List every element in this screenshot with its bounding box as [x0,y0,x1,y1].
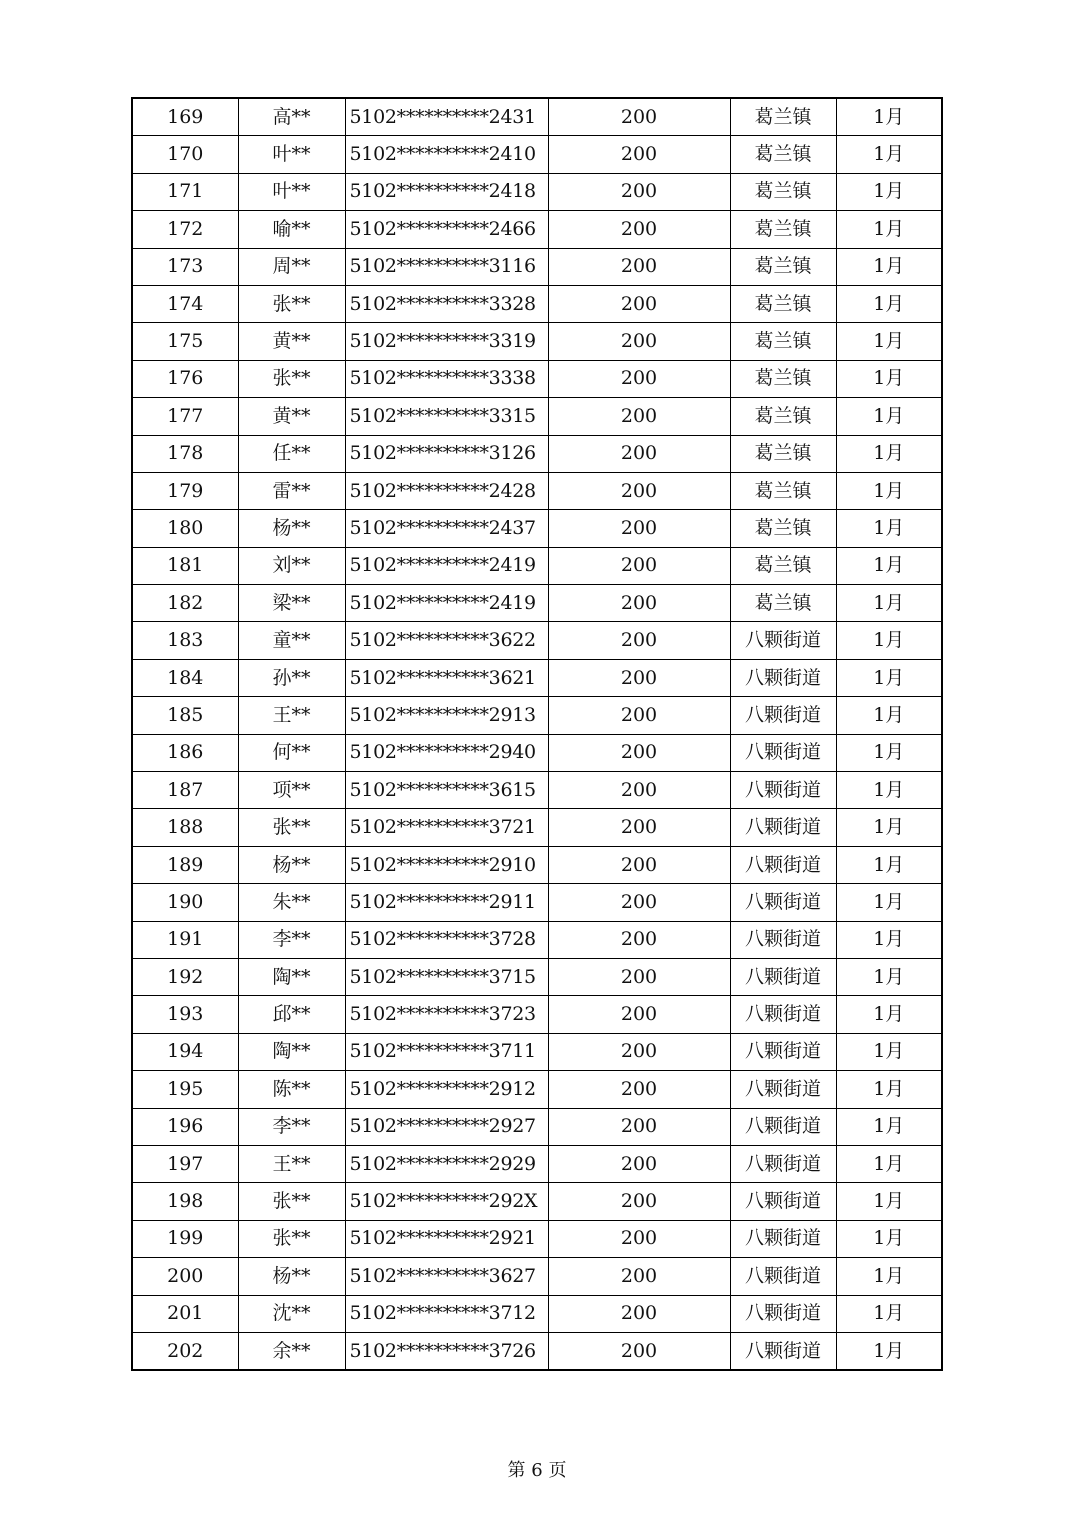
cell-id-number: 5102**********3627 [345,1258,548,1295]
cell-serial-number: 179 [132,472,238,509]
cell-amount: 200 [548,1295,730,1332]
cell-amount: 200 [548,1332,730,1370]
table-row [132,1183,942,1220]
cell-id-number: 5102**********3723 [345,996,548,1033]
cell-month: 1月 [836,173,942,210]
cell-id-number: 5102**********2940 [345,734,548,771]
cell-amount: 200 [548,248,730,285]
cell-town: 八颗街道 [730,1183,836,1220]
cell-serial-number: 195 [132,1071,238,1108]
cell-month: 1月 [836,996,942,1033]
table-row [132,1295,942,1332]
cell-person-name: 张** [238,285,345,322]
cell-serial-number: 183 [132,622,238,659]
cell-person-name: 周** [238,248,345,285]
table-row [132,211,942,248]
cell-id-number: 5102**********2466 [345,211,548,248]
cell-town: 葛兰镇 [730,398,836,435]
cell-month: 1月 [836,1295,942,1332]
cell-id-number: 5102**********2911 [345,884,548,921]
cell-serial-number: 196 [132,1108,238,1145]
table-row [132,958,942,995]
cell-month: 1月 [836,846,942,883]
cell-town: 八颗街道 [730,846,836,883]
cell-amount: 200 [548,697,730,734]
cell-month: 1月 [836,435,942,472]
table-row [132,585,942,622]
cell-person-name: 孙** [238,659,345,696]
cell-serial-number: 180 [132,510,238,547]
cell-town: 葛兰镇 [730,435,836,472]
cell-amount: 200 [548,846,730,883]
cell-person-name: 李** [238,1108,345,1145]
table-row [132,323,942,360]
cell-id-number: 5102**********3622 [345,622,548,659]
cell-town: 葛兰镇 [730,585,836,622]
cell-person-name: 项** [238,772,345,809]
cell-amount: 200 [548,435,730,472]
table-row [132,921,942,958]
cell-serial-number: 174 [132,285,238,322]
table-row [132,1033,942,1070]
cell-serial-number: 177 [132,398,238,435]
table-row [132,772,942,809]
cell-amount: 200 [548,884,730,921]
cell-amount: 200 [548,585,730,622]
cell-month: 1月 [836,510,942,547]
cell-amount: 200 [548,1258,730,1295]
cell-town: 八颗街道 [730,772,836,809]
table-row [132,136,942,173]
cell-person-name: 王** [238,1145,345,1182]
cell-serial-number: 202 [132,1332,238,1370]
cell-person-name: 童** [238,622,345,659]
cell-month: 1月 [836,1220,942,1257]
cell-person-name: 杨** [238,1258,345,1295]
cell-amount: 200 [548,547,730,584]
cell-id-number: 5102**********3116 [345,248,548,285]
cell-amount: 200 [548,772,730,809]
cell-person-name: 杨** [238,846,345,883]
table-row [132,435,942,472]
cell-amount: 200 [548,1220,730,1257]
cell-month: 1月 [836,734,942,771]
cell-serial-number: 182 [132,585,238,622]
cell-serial-number: 181 [132,547,238,584]
cell-town: 葛兰镇 [730,285,836,322]
cell-serial-number: 170 [132,136,238,173]
cell-serial-number: 178 [132,435,238,472]
cell-town: 葛兰镇 [730,360,836,397]
cell-amount: 200 [548,1183,730,1220]
cell-town: 八颗街道 [730,1220,836,1257]
cell-id-number: 5102**********2419 [345,585,548,622]
cell-town: 八颗街道 [730,697,836,734]
cell-town: 八颗街道 [730,734,836,771]
cell-month: 1月 [836,921,942,958]
cell-person-name: 何** [238,734,345,771]
cell-month: 1月 [836,697,942,734]
table-row [132,734,942,771]
cell-month: 1月 [836,809,942,846]
cell-month: 1月 [836,248,942,285]
cell-id-number: 5102**********3726 [345,1332,548,1370]
cell-month: 1月 [836,1183,942,1220]
cell-id-number: 5102**********2913 [345,697,548,734]
cell-id-number: 5102**********3715 [345,958,548,995]
cell-id-number: 5102**********2921 [345,1220,548,1257]
cell-serial-number: 169 [132,98,238,136]
cell-id-number: 5102**********2431 [345,98,548,136]
cell-town: 八颗街道 [730,659,836,696]
cell-town: 八颗街道 [730,1295,836,1332]
cell-id-number: 5102**********3712 [345,1295,548,1332]
cell-person-name: 高** [238,98,345,136]
cell-town: 八颗街道 [730,1033,836,1070]
cell-month: 1月 [836,547,942,584]
cell-person-name: 喻** [238,211,345,248]
cell-id-number: 5102**********3728 [345,921,548,958]
cell-amount: 200 [548,996,730,1033]
roster-body [132,98,942,1370]
cell-month: 1月 [836,622,942,659]
cell-serial-number: 184 [132,659,238,696]
cell-month: 1月 [836,958,942,995]
cell-month: 1月 [836,1033,942,1070]
cell-person-name: 黄** [238,323,345,360]
cell-person-name: 张** [238,809,345,846]
cell-town: 八颗街道 [730,996,836,1033]
cell-id-number: 5102**********2929 [345,1145,548,1182]
cell-person-name: 梁** [238,585,345,622]
cell-serial-number: 192 [132,958,238,995]
cell-id-number: 5102**********3721 [345,809,548,846]
cell-month: 1月 [836,1071,942,1108]
cell-town: 葛兰镇 [730,136,836,173]
cell-person-name: 杨** [238,510,345,547]
cell-serial-number: 199 [132,1220,238,1257]
table-row [132,809,942,846]
cell-id-number: 5102**********3711 [345,1033,548,1070]
cell-id-number: 5102**********2910 [345,846,548,883]
cell-person-name: 邱** [238,996,345,1033]
table-row [132,884,942,921]
cell-amount: 200 [548,173,730,210]
cell-person-name: 任** [238,435,345,472]
cell-amount: 200 [548,1071,730,1108]
table-row [132,1071,942,1108]
table-row [132,996,942,1033]
cell-month: 1月 [836,585,942,622]
cell-month: 1月 [836,398,942,435]
cell-id-number: 5102**********2437 [345,510,548,547]
cell-person-name: 叶** [238,136,345,173]
cell-person-name: 陶** [238,958,345,995]
subsidy-roster-table [131,97,943,1371]
cell-id-number: 5102**********3621 [345,659,548,696]
cell-town: 葛兰镇 [730,323,836,360]
table-row [132,659,942,696]
cell-town: 八颗街道 [730,958,836,995]
table-row [132,547,942,584]
cell-id-number: 5102**********3338 [345,360,548,397]
cell-serial-number: 173 [132,248,238,285]
table-row [132,1108,942,1145]
cell-id-number: 5102**********2912 [345,1071,548,1108]
cell-month: 1月 [836,98,942,136]
cell-amount: 200 [548,659,730,696]
cell-amount: 200 [548,472,730,509]
cell-serial-number: 194 [132,1033,238,1070]
cell-serial-number: 189 [132,846,238,883]
cell-month: 1月 [836,323,942,360]
cell-month: 1月 [836,1108,942,1145]
table-row [132,285,942,322]
cell-id-number: 5102**********3328 [345,285,548,322]
cell-person-name: 余** [238,1332,345,1370]
cell-person-name: 张** [238,1183,345,1220]
cell-serial-number: 190 [132,884,238,921]
cell-amount: 200 [548,98,730,136]
cell-town: 八颗街道 [730,1145,836,1182]
cell-person-name: 张** [238,1220,345,1257]
cell-id-number: 5102**********292X [345,1183,548,1220]
cell-amount: 200 [548,958,730,995]
table-row [132,697,942,734]
cell-amount: 200 [548,809,730,846]
cell-id-number: 5102**********2428 [345,472,548,509]
cell-id-number: 5102**********2418 [345,173,548,210]
table-row [132,248,942,285]
cell-month: 1月 [836,211,942,248]
cell-serial-number: 200 [132,1258,238,1295]
cell-id-number: 5102**********2419 [345,547,548,584]
cell-town: 葛兰镇 [730,248,836,285]
cell-town: 葛兰镇 [730,472,836,509]
cell-serial-number: 172 [132,211,238,248]
cell-id-number: 5102**********3126 [345,435,548,472]
table-row [132,398,942,435]
table-row [132,472,942,509]
cell-amount: 200 [548,136,730,173]
cell-id-number: 5102**********3615 [345,772,548,809]
cell-serial-number: 185 [132,697,238,734]
cell-month: 1月 [836,1332,942,1370]
cell-month: 1月 [836,1258,942,1295]
cell-month: 1月 [836,360,942,397]
table-row [132,510,942,547]
table-row [132,173,942,210]
cell-town: 八颗街道 [730,809,836,846]
table-row [132,360,942,397]
cell-serial-number: 188 [132,809,238,846]
cell-id-number: 5102**********3315 [345,398,548,435]
table-row [132,846,942,883]
cell-amount: 200 [548,211,730,248]
cell-person-name: 陶** [238,1033,345,1070]
cell-town: 葛兰镇 [730,211,836,248]
cell-person-name: 刘** [238,547,345,584]
cell-town: 葛兰镇 [730,98,836,136]
cell-id-number: 5102**********2927 [345,1108,548,1145]
cell-serial-number: 191 [132,921,238,958]
cell-month: 1月 [836,884,942,921]
cell-serial-number: 193 [132,996,238,1033]
cell-person-name: 张** [238,360,345,397]
cell-person-name: 黄** [238,398,345,435]
cell-amount: 200 [548,734,730,771]
cell-amount: 200 [548,1108,730,1145]
cell-amount: 200 [548,398,730,435]
cell-serial-number: 197 [132,1145,238,1182]
cell-amount: 200 [548,323,730,360]
table-row [132,1258,942,1295]
cell-serial-number: 171 [132,173,238,210]
table-row [132,1220,942,1257]
cell-amount: 200 [548,622,730,659]
cell-serial-number: 201 [132,1295,238,1332]
cell-month: 1月 [836,772,942,809]
cell-amount: 200 [548,510,730,547]
cell-town: 八颗街道 [730,1258,836,1295]
cell-town: 八颗街道 [730,1108,836,1145]
cell-serial-number: 175 [132,323,238,360]
table-row [132,1332,942,1370]
cell-serial-number: 187 [132,772,238,809]
cell-town: 葛兰镇 [730,510,836,547]
cell-person-name: 王** [238,697,345,734]
table-row [132,1145,942,1182]
cell-person-name: 雷** [238,472,345,509]
cell-serial-number: 198 [132,1183,238,1220]
table-row [132,98,942,136]
cell-month: 1月 [836,659,942,696]
cell-town: 八颗街道 [730,884,836,921]
cell-amount: 200 [548,1033,730,1070]
cell-month: 1月 [836,285,942,322]
cell-id-number: 5102**********2410 [345,136,548,173]
cell-amount: 200 [548,1145,730,1182]
cell-town: 八颗街道 [730,1071,836,1108]
cell-town: 葛兰镇 [730,547,836,584]
cell-month: 1月 [836,1145,942,1182]
cell-town: 葛兰镇 [730,173,836,210]
cell-town: 八颗街道 [730,622,836,659]
cell-person-name: 陈** [238,1071,345,1108]
cell-town: 八颗街道 [730,1332,836,1370]
cell-person-name: 朱** [238,884,345,921]
table-row [132,622,942,659]
cell-serial-number: 186 [132,734,238,771]
cell-person-name: 沈** [238,1295,345,1332]
cell-serial-number: 176 [132,360,238,397]
cell-person-name: 李** [238,921,345,958]
page-number: 第 6 页 [507,1460,567,1481]
cell-month: 1月 [836,136,942,173]
cell-person-name: 叶** [238,173,345,210]
cell-amount: 200 [548,921,730,958]
cell-amount: 200 [548,285,730,322]
cell-town: 八颗街道 [730,921,836,958]
cell-amount: 200 [548,360,730,397]
cell-month: 1月 [836,472,942,509]
cell-id-number: 5102**********3319 [345,323,548,360]
